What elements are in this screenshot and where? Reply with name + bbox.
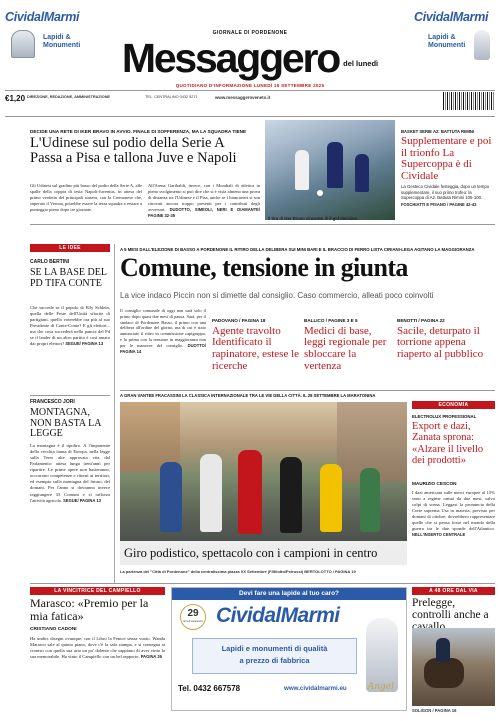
sport-photo-caption: Il tiro di Iker Bravo vincente. È il gol decisivo	[268, 216, 357, 221]
main-subheadline: La vice indaco Piccin non si dimette dal consiglio. Caso commercio, alleati poco coinvolti	[120, 291, 434, 300]
runner-shape	[360, 468, 380, 532]
opinion-body-2: La montagna è il tipoltro. A l'imponente della vecchia fauna di Europa, nella legge sulla Terre alte approvata vita dal Parlamento: attesa lunga trent'anni per ripartire. Le prime opere non basteranno, occorrono competenze e ritorni ai territori, ed esempio sulla montagna del futuro, del domani. Per l'anno si dovranno invece raggiungere 33 Comuni e si rafforza l'attività agricola.	[30, 443, 110, 503]
campiello-headline[interactable]: Marasco: «Premio per la mia fatica»	[30, 596, 149, 623]
sport-col2-sign: DUDOTTO, SIMEOLI, NERI E DIAMANTE/ PAGINE 32-35	[148, 206, 261, 218]
runner-shape	[320, 464, 342, 532]
runner-shape	[160, 462, 182, 532]
ad-badge-text: anni di esperienza	[183, 620, 203, 623]
ad-badge	[180, 604, 206, 630]
basket-sign: FOSCHIATTI E PISANO / PAGINE 42-43	[401, 202, 477, 208]
opinion-text-1	[30, 305, 110, 347]
masthead-supertitle: GIORNALE DI PORDENONE	[212, 30, 288, 36]
ad-bottom-phone[interactable]: Tel. 0432 667578	[178, 684, 241, 693]
campiello-author: CRISTIANO CADONI	[30, 627, 77, 632]
opinion-ref-1: SEGUE/ PAGINA 13	[65, 341, 104, 347]
sub2-headline: Medici di base, leggi regionale per sbloccare la vertenza	[304, 324, 387, 373]
ad-sub	[428, 34, 465, 51]
player-shape	[295, 150, 309, 190]
ad-bottom[interactable]	[171, 587, 407, 711]
left-rule	[30, 395, 110, 396]
race-caption: La partenza del "Città di Pordenone" della centralissima piazza XX Settembre (F.Bilotto/Petrussi) BERTOLOTTO / PAGINA 19	[120, 569, 356, 574]
economy-ref: NELL'INSERTO CENTRALE	[412, 532, 466, 538]
ad-bottom-line1: Lapidi e monumenti di qualità	[221, 644, 328, 653]
campiello-body: Ha undici disegni ovunque, con il Libro la Fenice senza vuoto. Wanda Marasco sale al quinto piano, dove c'è la sala stampa, e si consegna ai cronisti con quella sua aria un po' dolente che sappiano di aver vinto la sua memorabile. Ha vinto il Campiello con un bel rapporto.	[30, 636, 165, 660]
opinion-title-1[interactable]: SE LA BASE DEL PD TIFA CONTE	[30, 267, 107, 289]
info-rule	[5, 116, 495, 117]
price: €1,20	[5, 94, 26, 103]
main-headline[interactable]: Comune, tensione in giunta	[120, 253, 408, 282]
author-jori: FRANCESCO JORI	[30, 399, 75, 405]
economy-section: ECONOMIA	[412, 401, 495, 409]
angel-statue-icon	[366, 618, 398, 692]
ad-sub-line1: Lapidi &	[43, 34, 71, 41]
race-headline[interactable]: Giro podistico, spettacolo con i campioni in centro	[124, 546, 378, 560]
sub-story-padovano[interactable]	[212, 318, 300, 373]
ball-icon	[317, 190, 323, 196]
ad-brand: CividalMarmi	[414, 10, 489, 24]
sport-kicker: DECIDE UNA RETE DI IKER BRAVO IN AVVIO. FINALE DI SOFFERENZA, MA LA SQUADRA TIENE	[30, 129, 247, 134]
sport-photo	[265, 120, 395, 220]
rider-shape	[436, 638, 450, 662]
website-link[interactable]: www.messaggeroveneto.it	[215, 95, 271, 100]
masthead-title-small: del lunedì	[343, 59, 379, 68]
sport-text-col1: Gli Udinesi sul gradino più basso del podio della Serie A, alle spalle della coppia di testa Napoli-Juventus, in attesa del primo verdetto del principali stasera, con la Cremonese che, superato il Verona, potrebbe essere la terza squadra a restare a punteggio pieno dopo tre giornate.	[30, 183, 142, 212]
ad-bottom-signature: Angel	[367, 682, 394, 692]
opinion-ref-2: SEGUE/ PAGINA 13	[63, 497, 101, 503]
sport-headline[interactable]: L'Udinese sul podio della Serie A Passa a Pisa e tallona Juve e Napoli	[30, 135, 237, 167]
main-kicker: A 5 MESI DALL'ELEZIONE DI BASSO A PORDENONE IL RITIRO DELLA DELIBERA SUI MINI BARI E IL BRACCIO DI FERRO LISTA CIRIANI-LEGA AGITANO LA MAGGIORANZA	[120, 247, 475, 252]
sub1-kicker: PADOVANO / PAGINA 18	[212, 318, 266, 323]
horse-shape	[424, 658, 464, 688]
prelegge-headline[interactable]: Prelegge, controlli anche a	[412, 597, 489, 622]
basket-headline[interactable]: Supplementare e poi il trionfo La Supercoppa è di Cividale	[401, 135, 492, 182]
basket-text	[401, 184, 495, 207]
sub3-kicker: BENOTTI / PAGINA 22	[397, 318, 445, 323]
opinion-text-2	[30, 443, 110, 504]
player-shape	[355, 154, 369, 192]
basket-kicker: BASKET SERIE A2: BATTUTA RIMINI	[401, 129, 475, 134]
barcode	[443, 92, 495, 110]
main-text	[120, 308, 206, 355]
sub1-headline: Agente travolto Identificato il rapinatore, estese le ricerche	[212, 324, 300, 373]
info-address: DIREZIONE, REDAZIONE, AMMINISTRAZIONE	[27, 95, 110, 99]
ad-sub	[43, 34, 80, 51]
sport-col2-text: All'Arena Garibaldi, invece, con i Mondiali di atletica in pieno svolgimento si può dire che si è vista almeno una prova di distanza tra l'Udinese e il Pisa, anche se i bianconeri si son ritrovati ancora troppo presenti per i contributi degli avversari.	[148, 183, 260, 212]
masthead-rule	[5, 90, 495, 91]
ad-badge-num: 29	[187, 608, 199, 619]
main-body: Il consiglio comunale di oggi non sarà solo il primo dopo quasi due mesi di pausa. Sarà, per il sindaco di Pordenone Basso, il primo con una delibera all'ordine del giorno, ma di cui è stato annunciato il ritiro in commissione capigruppo, e la prima con la tensione in maggioranza non per le manovre del consiglio.	[120, 308, 206, 348]
masthead-logo	[100, 35, 400, 81]
ad-sub-line1: Lapidi &	[428, 34, 456, 41]
edition-bar: QUOTIDIANO D'INFORMAZIONE LUNEDÌ 15 SETTEMBRE 2025	[175, 83, 325, 88]
basket-body: La Gesteco Cividale festeggia, dopo un tempo supplementare, il suo primo trofeo: la Supercoppa di A2. Battuta Rimini 105-100.	[401, 184, 490, 201]
runner-shape	[200, 454, 222, 532]
sub3-headline: Sacile, deturpato il torrione appena riaperto al pubblico	[397, 324, 484, 361]
race-photo	[120, 402, 407, 565]
section-rule	[30, 224, 495, 225]
author-bertini: CARLO BERTINI	[30, 259, 70, 265]
ad-top-right[interactable]	[414, 10, 496, 78]
campiello-ref: PAGINA 26	[140, 654, 162, 660]
sub2-kicker: BALLICO / PAGINE 3 E 5	[304, 318, 358, 323]
sport-text-col2	[148, 183, 260, 219]
player-shape	[327, 142, 343, 188]
horse-police-photo	[412, 628, 495, 706]
bottom-left-section: LA VINCITRICE DEL CAMPIELLO	[30, 587, 165, 595]
ad-sub-line2: Monumenti	[428, 42, 466, 50]
campiello-text	[30, 636, 165, 660]
left-col-divider	[114, 244, 115, 584]
main-sign: DUOTTO/ PAGINA 14	[120, 342, 206, 354]
ad-top-left[interactable]	[5, 10, 85, 78]
ad-bottom-line2: a prezzo di fabbrica	[239, 656, 310, 665]
left-col-section: LE IDEE	[30, 244, 110, 252]
economy-text	[412, 490, 495, 539]
ad-sub-line2: Monumenti	[43, 42, 81, 50]
info-phone: TEL. CENTRALINO 0432 5271	[145, 95, 198, 99]
economy-body: I dazi americani sulle merci europee al 15% sono a regime ormai da due mesi, salvo colpi di scena. Leggasi la pronuncia della Corte suprema Usa in materia, previsto per domani di ottobre, dovrebbero rappresentare quelle che si pensa fosse nel mondo della guerra tra le due sponde dell'Atlantico.	[412, 490, 495, 532]
ad-bottom-web[interactable]: www.cividalmarmi.eu	[284, 685, 347, 692]
info-strip	[5, 92, 495, 114]
sub-story-benotti[interactable]	[397, 318, 495, 361]
runner-shape	[280, 457, 302, 533]
race-kicker: A GRAN VANTEE FRACASSINI LA CLASSICA INTERNAZIONALE TRA LE VIE DELLA CITTÀ. IL 28 SETTEMBRE LA MARATONINA	[120, 393, 376, 398]
ad-bottom-brand: CividalMarmi	[216, 604, 340, 627]
ad-bottom-headline: Devi fare una lapide al tuo caro?	[238, 590, 340, 597]
economy-author: MAURIZIO CESCON	[412, 481, 457, 486]
opinion-title-2[interactable]: MONTAGNA, NON BASTA LA LEGGE	[30, 407, 101, 439]
masthead-title: Messaggero	[121, 35, 340, 81]
sub-story-ballico[interactable]	[304, 318, 392, 373]
race-rule	[120, 390, 495, 391]
prelegge-caption: SOLIGON / PAGINA 16	[412, 708, 457, 713]
economy-headline[interactable]: Export e dazi, Zanata sprona: «Alzare il livello dei prodotti»	[412, 421, 484, 466]
runner-shape	[238, 450, 262, 534]
opinion-body-1: Che succede se il popolo di Elly Schlein, quella delle Feste dell'Unità sfiorite di partigiani, quello voterebbe ora più al suo Presidente di Conte-Conte? E gli elettori... ma che cosa succederà nella pancia del Pd se il leader di un altro partito è così amato dai propri elettori?	[30, 305, 110, 347]
economy-kicker: ELECTROLUX PROFESSIONAL	[412, 414, 477, 419]
bottom-right-section: A 48 ORE DAL VIA	[412, 587, 495, 595]
bottom-rule	[30, 583, 495, 584]
ad-brand: CividalMarmi	[5, 10, 80, 24]
